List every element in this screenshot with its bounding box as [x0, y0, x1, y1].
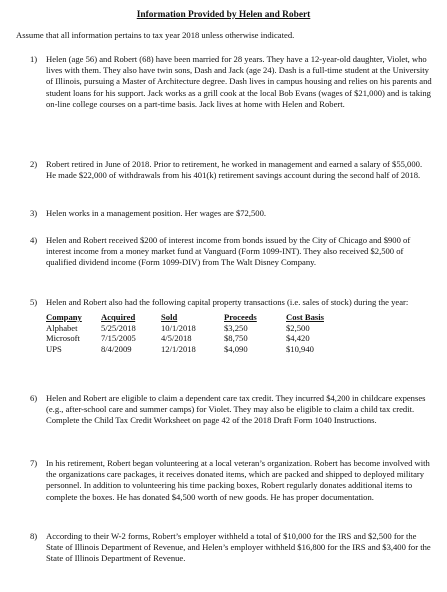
table-cell: $10,940 — [286, 343, 314, 354]
table-cell: UPS — [46, 343, 62, 354]
table-cell: 8/4/2009 — [101, 343, 132, 354]
document-title: Information Provided by Helen and Robert — [136, 10, 311, 20]
item-number: 2) — [30, 159, 38, 169]
col-header-company: Company — [46, 312, 82, 323]
item-2 — [30, 159, 432, 181]
item-text: Helen works in a management position. Her wages are $72,500. — [46, 208, 267, 218]
item-number: 7) — [30, 458, 38, 468]
item-number: 1) — [30, 54, 38, 64]
item-text: According to their W-2 forms, Robert’s employer withheld a total of $10,000 for the IRS and $2,500 for the State of Illinois Department of Revenue, and Helen’s employer withheld $16,800 for the IRS and $3,400 for the State of Illinois Department of Revenue. — [46, 531, 431, 564]
table-cell: 12/1/2018 — [161, 343, 196, 354]
item-text: Helen and Robert received $200 of interest income from bonds issued by the City of Chicago and $900 of interest income from a money market fund at Vanguard (Form 1099-INT). They also received $2,500 of qualified dividend income (Form 1099-DIV) from The Walt Disney Company. — [46, 235, 411, 268]
capital-transactions-table — [46, 312, 346, 354]
item-text: Robert retired in June of 2018. Prior to retirement, he worked in management and earned a salary of $55,000. He made $22,000 of withdrawals from his 401(k) retirement savings account during the second half of 2018. — [46, 159, 423, 181]
item-number: 6) — [30, 393, 38, 403]
col-header-proceeds: Proceeds — [224, 312, 257, 323]
table-cell: $4,090 — [224, 343, 248, 354]
table-cell: $3,250 — [224, 322, 248, 333]
item-1 — [30, 54, 432, 110]
item-number: 3) — [30, 208, 38, 218]
col-header-acquired: Acquired — [101, 312, 136, 323]
table-cell: 7/15/2005 — [101, 333, 136, 344]
item-8 — [30, 531, 432, 565]
table-row — [46, 333, 346, 344]
item-number: 4) — [30, 235, 38, 245]
table-cell: $8,750 — [224, 333, 248, 344]
table-cell: 10/1/2018 — [161, 322, 196, 333]
table-header-row — [46, 312, 346, 323]
col-header-cost-basis: Cost Basis — [286, 312, 324, 323]
item-3 — [30, 208, 432, 219]
table-cell: 4/5/2018 — [161, 333, 192, 344]
table-cell: Microsoft — [46, 333, 80, 344]
item-4 — [30, 235, 432, 269]
table-row — [46, 323, 346, 334]
table-cell: Alphabet — [46, 322, 78, 333]
table-row — [46, 344, 346, 355]
table-cell: 5/25/2018 — [101, 322, 136, 333]
item-text: Helen and Robert also had the following capital property transactions (i.e. sales of stock) during the year: — [46, 297, 409, 307]
col-header-sold: Sold — [161, 312, 178, 323]
item-5 — [30, 297, 432, 355]
table-cell: $2,500 — [286, 322, 310, 333]
item-number: 5) — [30, 297, 38, 307]
item-6 — [30, 393, 432, 427]
item-7 — [30, 458, 432, 503]
item-text: In his retirement, Robert began volunteering at a local veteran’s organization. Robert has become involved with the organizations care packages, it receives donated items, which are packed and shipped to deployed military personnel. In addition to volunteering his time packing boxes, Robert regularly donates additional items to complete the boxes. He has donated $4,500 worth of new goods. He has proper documentation. — [46, 458, 430, 502]
item-number: 8) — [30, 531, 38, 541]
item-text: Helen and Robert are eligible to claim a dependent care tax credit. They incurred $4,200 in childcare expenses (e.g., after-school care and summer camps) for Violet. They may also be eligible to claim a child tax credit. Complete the Child Tax Credit Worksheet on page 42 of the 2018 Draft Form 1040 Instructions. — [46, 393, 426, 426]
table-cell: $4,420 — [286, 333, 310, 344]
intro-text: Assume that all information pertains to tax year 2018 unless otherwise indicated. — [16, 30, 295, 40]
item-text: Helen (age 56) and Robert (68) have been married for 28 years. They have a 12-year-old daughter, Violet, who lives with them. They also have twin sons, Dash and Jack (age 24). Dash is a full-time student at the University of Illinois, pursuing a Master of Architecture degree. Dash lives in campus housing and relies on his parents and student loans for his support. Jack works as a grill cook at the local Bob Evans (wages of $21,000) and is taking on-line college courses on a part-time basis. Jack lives at home with Helen and Robert. — [46, 54, 432, 109]
